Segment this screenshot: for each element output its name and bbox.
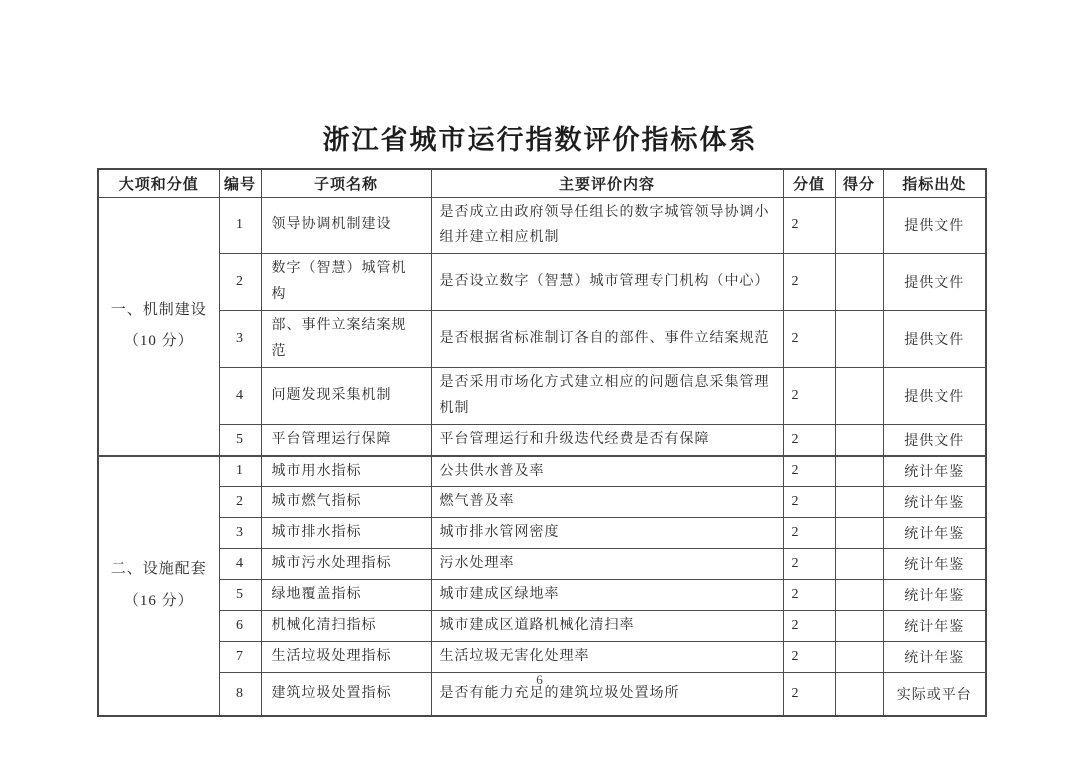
row-number-cell: 4 [219, 549, 261, 580]
row-number-cell: 3 [219, 518, 261, 549]
evaluation-content-cell: 城市建成区道路机械化清扫率 [431, 610, 783, 641]
score-cell: 2 [783, 424, 835, 455]
score-cell: 2 [783, 518, 835, 549]
score-cell: 2 [783, 487, 835, 518]
obtained-score-cell [835, 518, 883, 549]
score-cell: 2 [783, 197, 835, 254]
table-row [98, 518, 986, 549]
row-number-cell: 3 [219, 311, 261, 368]
header-score: 分值 [783, 169, 835, 197]
obtained-score-cell [835, 311, 883, 368]
subitem-name-cell: 领导协调机制建设 [261, 197, 431, 254]
obtained-score-cell [835, 197, 883, 254]
source-cell: 统计年鉴 [883, 456, 986, 487]
obtained-score-cell [835, 580, 883, 611]
subitem-name-cell: 城市燃气指标 [261, 487, 431, 518]
evaluation-content-cell: 是否有能力充足的建筑垃圾处置场所 [431, 672, 783, 716]
evaluation-content-cell: 燃气普及率 [431, 487, 783, 518]
row-number-cell: 5 [219, 580, 261, 611]
source-cell: 提供文件 [883, 197, 986, 254]
source-cell: 统计年鉴 [883, 580, 986, 611]
evaluation-content-cell: 是否设立数字（智慧）城市管理专门机构（中心） [431, 254, 783, 311]
table-row [98, 424, 986, 455]
table-row [98, 367, 986, 424]
subitem-name-cell: 城市用水指标 [261, 456, 431, 487]
obtained-score-cell [835, 367, 883, 424]
score-cell: 2 [783, 254, 835, 311]
score-cell: 2 [783, 641, 835, 672]
evaluation-content-cell: 城市排水管网密度 [431, 518, 783, 549]
evaluation-content-cell: 生活垃圾无害化处理率 [431, 641, 783, 672]
subitem-name-cell: 城市污水处理指标 [261, 549, 431, 580]
table-row [98, 610, 986, 641]
category-score: （16 分） [123, 592, 194, 609]
category-name: 一、机制建设 [110, 301, 207, 318]
obtained-score-cell [835, 641, 883, 672]
source-cell: 统计年鉴 [883, 487, 986, 518]
obtained-score-cell [835, 610, 883, 641]
row-number-cell: 2 [219, 487, 261, 518]
header-source: 指标出处 [883, 169, 986, 197]
row-number-cell: 1 [219, 197, 261, 254]
subitem-name-cell: 问题发现采集机制 [261, 367, 431, 424]
evaluation-content-cell: 城市建成区绿地率 [431, 580, 783, 611]
source-cell: 统计年鉴 [883, 549, 986, 580]
header-category-score: 大项和分值 [98, 169, 219, 197]
table-row [98, 549, 986, 580]
row-number-cell: 4 [219, 367, 261, 424]
header-evaluation-content: 主要评价内容 [431, 169, 783, 197]
header-number: 编号 [219, 169, 261, 197]
score-cell: 2 [783, 367, 835, 424]
table-header-row [98, 169, 986, 197]
score-cell: 2 [783, 580, 835, 611]
score-cell: 2 [783, 549, 835, 580]
evaluation-content-cell: 是否成立由政府领导任组长的数字城管领导协调小组并建立相应机制 [431, 197, 783, 254]
table-row [98, 641, 986, 672]
page-number: 6 [536, 672, 544, 687]
row-number-cell: 8 [219, 672, 261, 716]
score-cell: 2 [783, 456, 835, 487]
page-title: 浙江省城市运行指数评价指标体系 [322, 125, 758, 155]
subitem-name-cell: 数字（智慧）城管机构 [261, 254, 431, 311]
header-obtained: 得分 [835, 169, 883, 197]
category-score: （10 分） [123, 333, 194, 349]
subitem-name-cell: 部、事件立案结案规范 [261, 311, 431, 368]
subitem-name-cell: 绿地覆盖指标 [261, 580, 431, 611]
score-cell: 2 [783, 311, 835, 368]
table-row [98, 456, 986, 487]
source-cell: 统计年鉴 [883, 610, 986, 641]
subitem-name-cell: 建筑垃圾处置指标 [261, 672, 431, 716]
row-number-cell: 7 [219, 641, 261, 672]
evaluation-content-cell: 是否根据省标准制订各自的部件、事件立结案规范 [431, 311, 783, 368]
subitem-name-cell: 机械化清扫指标 [261, 610, 431, 641]
score-cell: 2 [783, 672, 835, 716]
source-cell: 提供文件 [883, 424, 986, 455]
obtained-score-cell [835, 487, 883, 518]
table-row [98, 580, 986, 611]
row-number-cell: 1 [219, 456, 261, 487]
row-number-cell: 6 [219, 610, 261, 641]
row-number-cell: 2 [219, 254, 261, 311]
evaluation-content-cell: 平台管理运行和升级迭代经费是否有保障 [431, 424, 783, 455]
evaluation-content-cell: 污水处理率 [431, 549, 783, 580]
source-cell: 提供文件 [883, 367, 986, 424]
source-cell: 提供文件 [883, 254, 986, 311]
category-name: 二、设施配套 [110, 561, 207, 578]
source-cell: 实际或平台 [883, 672, 986, 716]
header-subitem-name: 子项名称 [261, 169, 431, 197]
obtained-score-cell [835, 456, 883, 487]
source-cell: 提供文件 [883, 311, 986, 368]
row-number-cell: 5 [219, 424, 261, 455]
evaluation-content-cell: 是否采用市场化方式建立相应的问题信息采集管理机制 [431, 367, 783, 424]
source-cell: 统计年鉴 [883, 641, 986, 672]
table-row [98, 487, 986, 518]
subitem-name-cell: 平台管理运行保障 [261, 424, 431, 455]
source-cell: 统计年鉴 [883, 518, 986, 549]
table-row [98, 311, 986, 368]
obtained-score-cell [835, 424, 883, 455]
table-row [98, 254, 986, 311]
table-row [98, 197, 986, 254]
subitem-name-cell: 城市排水指标 [261, 518, 431, 549]
obtained-score-cell [835, 254, 883, 311]
obtained-score-cell [835, 549, 883, 580]
category-cell-mechanism [98, 197, 219, 456]
subitem-name-cell: 生活垃圾处理指标 [261, 641, 431, 672]
evaluation-content-cell: 公共供水普及率 [431, 456, 783, 487]
indicator-table [97, 168, 987, 717]
score-cell: 2 [783, 610, 835, 641]
